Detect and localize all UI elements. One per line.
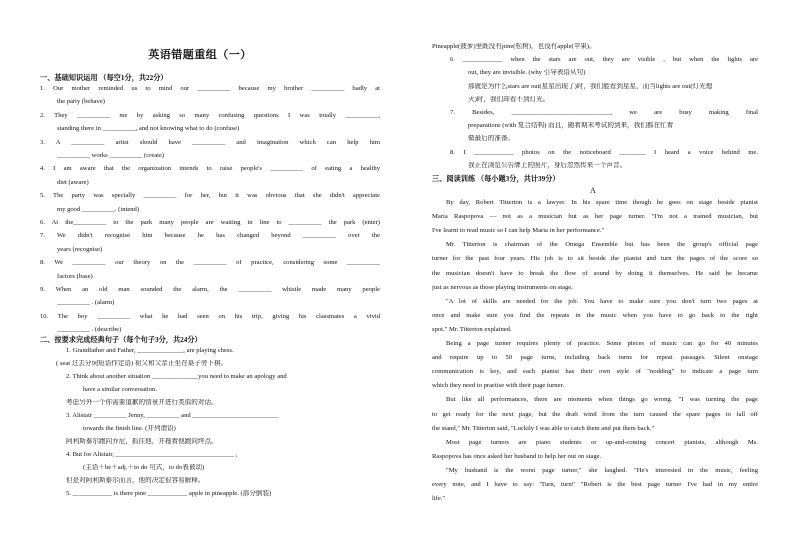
text-line: 考虑另外一个你需要道歉的情景并进行类似的对话。	[66, 399, 218, 406]
text-line: 1. Our mother reminded us to mind our __________ because my brother __________ badly at	[40, 85, 380, 92]
text-line: Most page turners are piano students or up-and-coming concert pianists, although Ms.	[446, 438, 758, 446]
text-line: 做最后的准备。	[468, 135, 515, 143]
text-line: turner for the past four years. His job is to sit beside the pianist and turn the pages of the score so	[432, 255, 758, 263]
text-line: Pineapple(菠萝)里既没有pine(松树)，也没有apple(苹果)。	[432, 43, 596, 50]
passage-label: A	[590, 186, 596, 195]
section3-heading: 三、阅读训练 （每小题3分，共计39分）	[432, 175, 560, 183]
text-line: standing there in __________, and not knowing what to do (confuse)	[57, 125, 240, 133]
text-line: 10. The boy __________ what he had seen on his trip, giving his classmates a vivid	[40, 312, 380, 320]
text-line: 9. When an old man sounded the alarm, the __________ whistle made many people	[40, 286, 380, 293]
text-line: my good __________. (intend)	[57, 205, 140, 213]
text-line: 1. Grandfather and Father, ______________, are playing chess.	[66, 347, 234, 354]
text-line: which they need to practise with their page turner.	[432, 382, 565, 390]
text-line: the musician doesn't have to break the flow of sound by doing it themselves. He said he became	[432, 269, 758, 277]
text-line: 4. I am aware that the organization intends to raise people's __________ of eating a healthy	[40, 165, 380, 173]
text-line: years (recognise)	[57, 245, 103, 253]
text-line: 4. But for Alistair, ____________________________________ ,	[66, 451, 238, 458]
text-line: I've learnt to read music so I can help Maria in her performance."	[432, 227, 605, 235]
text-line: the stand," Mr. Titterton said, "Luckily I was able to catch them and put them back."	[432, 424, 655, 432]
text-line: diet (aware)	[57, 178, 89, 186]
text-line: Raspopova has once asked her husband to help her out on stage.	[432, 452, 602, 460]
text-line: communication is key, and each pianist has their own style of "nodding" to indicate a page turn	[432, 368, 758, 376]
text-line: 8. We __________ our theory on the __________ of practice, considering some __________	[40, 259, 380, 267]
text-line: spot." Mr. Titterton explained.	[432, 325, 512, 333]
text-line: 2. They __________ me by asking so many confusing questions I was totally __________,	[40, 111, 380, 119]
text-line: towards the finish line. (并列谓语)	[83, 425, 176, 432]
text-line: __________ . (alarm)	[57, 299, 115, 307]
text-line: But like all performances, there are moments when things go wrong. "I was turning the page	[446, 396, 758, 404]
text-line: to get ready for the next page, but the draft wind from the turn caused the spare pages to fall off	[432, 410, 758, 418]
text-line: Mr. Titterton is chairman of the Omega Ensemble but has been the group's official page	[446, 241, 758, 249]
text-line: __________ works __________ (create)	[57, 152, 165, 159]
text-line: 阿利斯泰尔跑向乔尼，抓住他，并拖着他跑向终点。	[66, 438, 218, 445]
text-line: out, they are invisible. (why 引导表语从句)	[468, 69, 586, 77]
text-line: every note, and I have to say: 'Turn, turn!' "Robert is the best page turner I've had in my entire	[432, 481, 758, 488]
page-title: 英语错题重组（一）	[148, 49, 252, 61]
section2-heading: 二、按要求完成经典句子（每个句子3分，共24分）	[40, 336, 202, 344]
text-line: By day, Robert Titterton is a lawyer. In his spare time though he goes on stage beside pianist	[446, 199, 758, 206]
text-line: "A lot of skills are needed for the job. You have to make sure you don't turn two pages at	[446, 297, 758, 305]
text-line: 8. I ____________ photos on the noticeboard ________ I heard a voice behind me.	[450, 148, 758, 156]
text-line: 7. We didn't recognise him because he has changed beyond __________ over the	[40, 232, 380, 240]
text-line: Maria Raspopova — not as a musician but as her page turner. "I'm not a trained musician, but	[432, 213, 758, 221]
section1-heading: 一、基础知识运用 （每空1分，共22分）	[40, 74, 168, 82]
text-line: 5. ____________ is there pine ____________ apple in pineapple. (部分倒装)	[66, 490, 272, 497]
text-line: (主语＋be＋adj.＋to do 句式，to do表被动)	[83, 464, 205, 471]
text-line: have a similar conversation.	[83, 386, 157, 393]
text-line: 3. Alistair __________ Jenny, __________ and __________________________	[66, 412, 279, 419]
text-line: 2. Think about another situation ______________you need to make an apology and	[66, 373, 287, 380]
text-line: "My husband is the worst page turner," she laughed. "He's interested in the music, feeling	[446, 466, 758, 474]
text-line: 7. Besides, ______________________________, we are busy making final	[450, 109, 758, 116]
text-line: and require up to 50 page turns, including back turns for repeat passages. Silent onstage	[432, 354, 758, 362]
text-line: 6. At the__________ to the park many people are waiting in line to __________ the park (enter)	[40, 219, 380, 226]
text-line: ( seat 过去分词短语作定语) 祖父和父亲正坐在桌子旁下棋。	[56, 360, 228, 367]
text-line: the party (behave)	[57, 98, 105, 106]
text-line: once and make sure you find the repeats in the music when you have to go back to the right	[432, 311, 758, 319]
text-line: 5. The party was specially __________ for her, but it was obvious that she didn't appreciate	[40, 192, 380, 200]
text-line: factors (base)	[57, 272, 93, 280]
text-line: 那就是为什么stars are out(星星出现了)时，我们能看到星星，而当lights are out(灯光熄	[468, 82, 713, 90]
text-line: 灭)时，我们却看不到灯光。	[468, 95, 550, 103]
text-line: life."	[432, 495, 446, 503]
text-line: __________ . (describe)	[57, 326, 122, 334]
text-line: 我正在浏览公告牌上的照片，身后忽然传来一个声音。	[468, 161, 627, 169]
text-line: Being a page turner requires plenty of practice. Some pieces of music can go for 40 minutes	[446, 340, 758, 347]
text-line: preparations (with 复合结构) 而且，随着期末考试的到来，我们都在忙着	[468, 122, 674, 130]
text-line: 但是对阿利斯泰尔而言，他的决定很容易解释。	[66, 477, 205, 484]
text-line: just as nervous as those playing instruments on stage.	[432, 283, 573, 291]
text-line: 6. ____________ when the stars are out, they are visible , but when the lights are	[450, 56, 758, 64]
text-line: 3. A __________ artist should have __________ and imagination which can help him	[40, 138, 380, 146]
